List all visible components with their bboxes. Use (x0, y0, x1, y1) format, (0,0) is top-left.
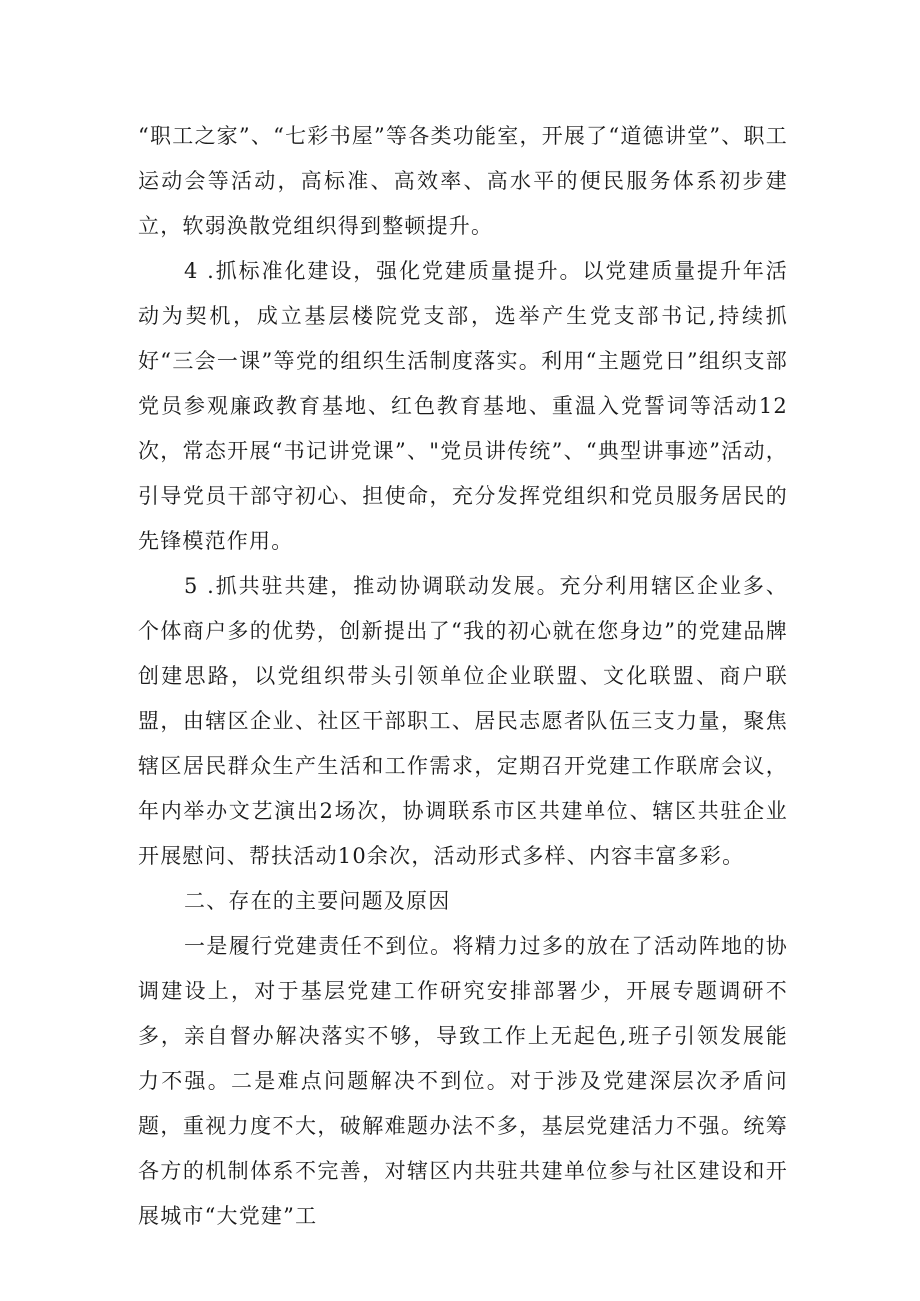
section-heading: 二、存在的主要问题及原因 (184, 889, 451, 913)
paragraph-continuation: “职工之家”、“七彩书屋”等各类功能室，开展了“道德讲堂”、职工运动会等活动，高标准、高效率、高水平的便民服务体系初步建立，软弱涣散党组织得到整顿提升。 (138, 124, 788, 238)
paragraph-problems: 一是履行党建责任不到位。将精力过多的放在了活动阵地的协调建设上，对于基层党建工作研究安排部署少，开展专题调研不多，亲自督办解决落实不够，导致工作上无起色,班子引领发展能力不强。二是难点问题解决不到位。对于涉及党建深层次矛盾问题，重视力度不大，破解难题办法不多，基层党建活力不强。统筹各方的机制体系不完善，对辖区内共驻共建单位参与社区建设和开展城市“大党建”工 (138, 934, 788, 1228)
paragraph-item-5: 5 .抓共驻共建，推动协调联动发展。充分利用辖区企业多、个体商户多的优势，创新提出了“我的初心就在您身边”的党建品牌创建思路，以党组织带头引领单位企业联盟、文化联盟、商户联盟，由辖区企业、社区干部职工、居民志愿者队伍三支力量，聚焦辖区居民群众生产生活和工作需求，定期召开党建工作联席会议，年内举办文艺演出2场次，协调联系市区共建单位、辖区共驻企业开展慰问、帮扶活动10余次，活动形式多样、内容丰富多彩。 (138, 574, 788, 868)
paragraph-item-4: 4 .抓标准化建设，强化党建质量提升。以党建质量提升年活动为契机，成立基层楼院党支部，选举产生党支部书记,持续抓好“三会一课”等党的组织生活制度落实。利用“主题党日”组织支部党员参观廉政教育基地、红色教育基地、重温入党誓词等活动12次，常态开展“书记讲党课”、"党员讲传统”、“典型讲事迹”活动，引导党员干部守初心、担使命，充分发挥党组织和党员服务居民的先锋模范作用。 (138, 259, 788, 553)
document-body (138, 114, 788, 1239)
